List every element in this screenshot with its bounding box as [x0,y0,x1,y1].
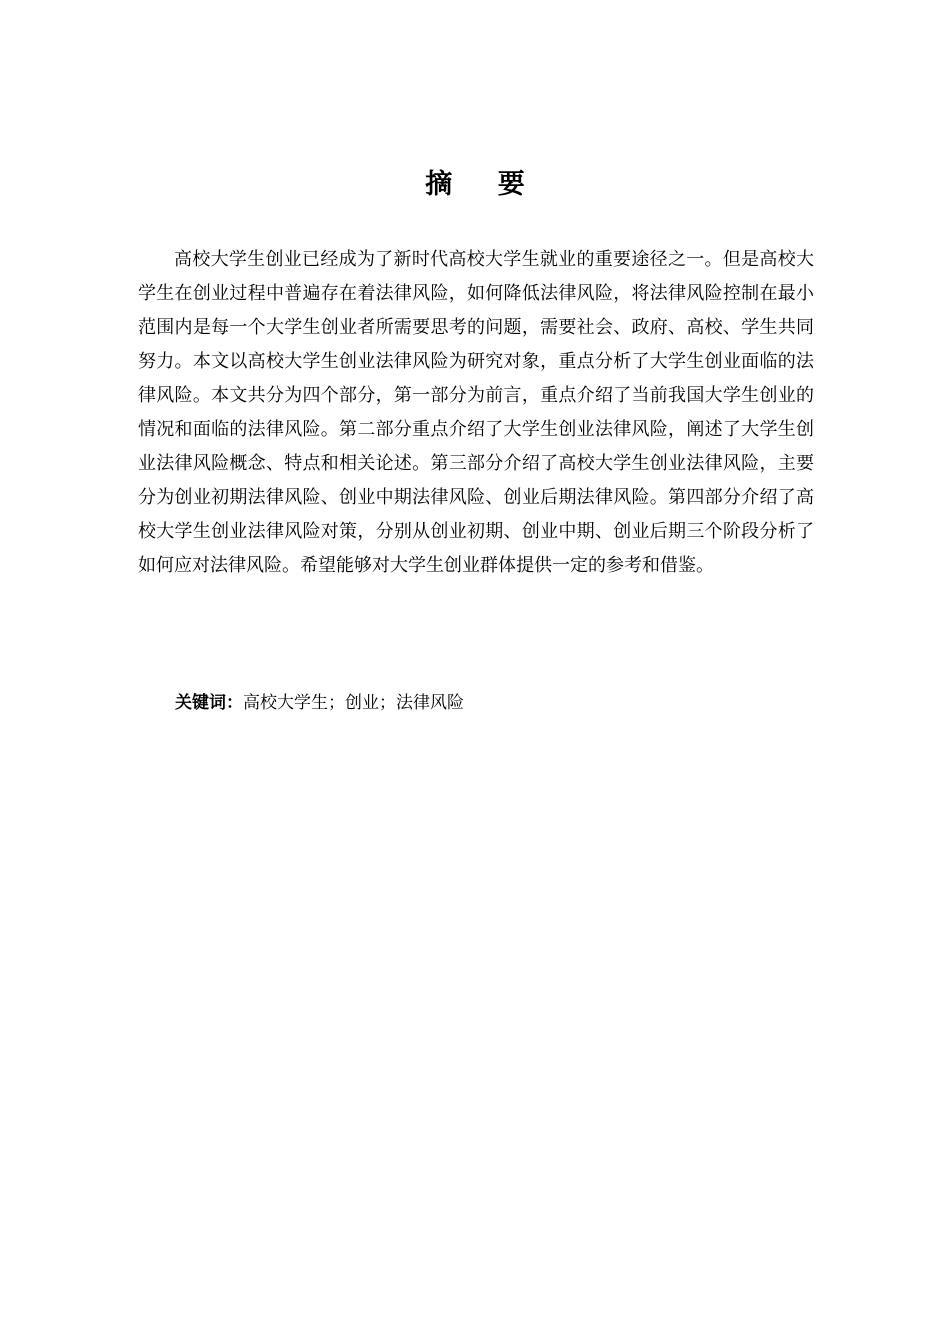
keywords-line [175,688,815,718]
keywords-value: 高校大学生；创业；法律风险 [243,693,464,713]
abstract-body: 高校大学生创业已经成为了新时代高校大学生就业的重要途径之一。但是高校大学生在创业过程中普遍存在着法律风险，如何降低法律风险，将法律风险控制在最小范围内是每一个大学生创业者所需要思考的问题，需要社会、政府、高校、学生共同努力。本文以高校大学生创业法律风险为研究对象，重点分析了大学生创业面临的法律风险。本文共分为四个部分，第一部分为前言，重点介绍了当前我国大学生创业的情况和面临的法律风险。第二部分重点介绍了大学生创业法律风险，阐述了大学生创业法律风险概念、特点和相关论述。第三部分介绍了高校大学生创业法律风险，主要分为创业初期法律风险、创业中期法律风险、创业后期法律风险。第四部分介绍了高校大学生创业法律风险对策，分别从创业初期、创业中期、创业后期三个阶段分析了如何应对法律风险。希望能够对大学生创业群体提供一定的参考和借鉴。 [138,249,814,576]
keywords-label: 关键词： [175,693,243,713]
abstract-title: 摘 要 [425,169,543,200]
